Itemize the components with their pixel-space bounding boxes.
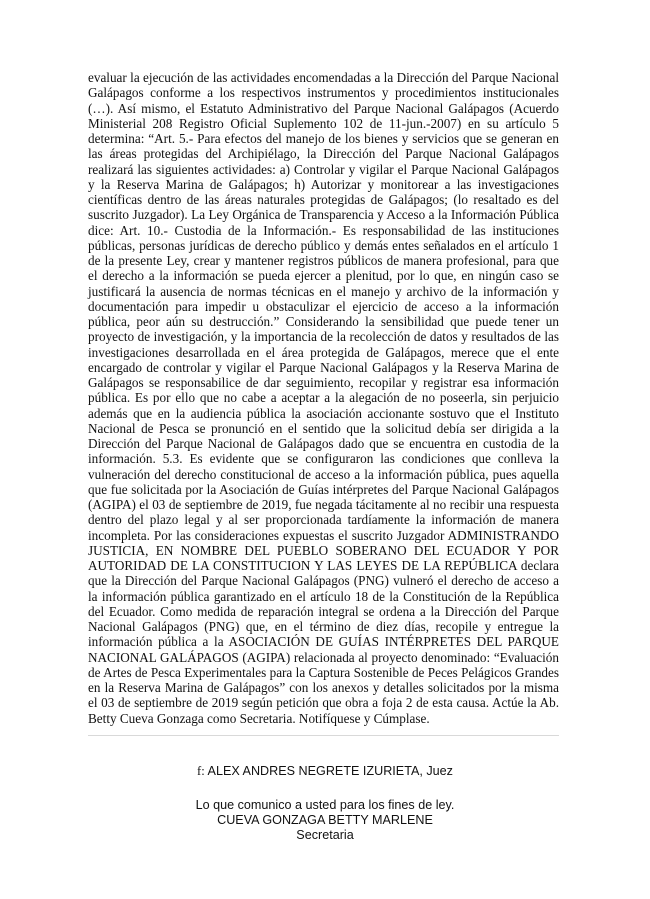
body-paragraph: evaluar la ejecución de las actividades encomendadas a la Dirección del Parque Nacional Galápagos conforme a los respectivos instrumentos y procedimientos institucionales (…). Así mismo, el Estatuto Administrativo del Parque Nacional Galápagos (Acuerdo Ministerial 208 Registro Oficial Suplemento 102 de 11-jun.-2007) en su artículo 5 determina: “Art. 5.- Para efectos del manejo de los bienes y servicios que se generan en las áreas protegidas del Archipiélago, la Dirección del Parque Nacional Galápagos realizará las siguientes actividades: a) Controlar y vigilar el Parque Nacional Galápagos y la Reserva Marina de Galápagos; h) Autorizar y monitorear a las investigaciones científicas dentro de las áreas naturales protegidas de Galápagos; (lo resaltado es del suscrito Juzgador). La Ley Orgánica de Transparencia y Acceso a la Información Pública dice: Art. 10.- Custodia de la Información.- Es responsabilidad de las instituciones públicas, personas jurídicas de derecho público y demás entes señalados en el artículo 1 de la presente Ley, crear y mantener registros públicos de manera profesional, para que el derecho a la información se pueda ejercer a plenitud, por lo que, en ningún caso se justificará la ausencia de normas técnicas en el manejo y archivo de la información y documentación para impedir u obstaculizar el ejercicio de acceso a la información pública, peor aún su destrucción.” Considerando la sensibilidad que puede tener un proyecto de investigación, y la importancia de la recolección de datos y resultados de las investigaciones desarrollada en el área protegida de Galápagos, merece que el ente encargado de controlar y vigilar el Parque Nacional Galápagos y la Reserva Marina de Galápagos se responsabilice de dar seguimiento, recopilar y registrar esa información pública. Es por ello que no cabe a aceptar a la alegación de no poseerla, sin perjuicio además que en la audiencia pública la asociación accionante sostuvo que el Instituto Nacional de Pesca se pronunció en el sentido que la solicitud debía ser dirigida a la Dirección del Parque Nacional de Galápagos dado que se encuentra en custodia de la información. 5.3. Es evidente que se configuraron las condiciones que conlleva la vulneración del derecho constitucional de acceso a la información pública, pues aquella que fue solicitada por la Asociación de Guías intérpretes del Parque Nacional Galápagos (AGIPA) el 03 de septiembre de 2019, fue negada tácitamente al no recibir una respuesta dentro del plazo legal y al ser proporcionada tardíamente la información de manera incompleta. Por las consideraciones expuestas el suscrito Juzgador ADMINISTRANDO JUSTICIA, EN NOMBRE DEL PUEBLO SOBERANO DEL ECUADOR Y POR AUTORIDAD DE LA CONSTITUCION Y LAS LEYES DE LA REPÚBLICA declara que la Dirección del Parque Nacional Galápagos (PNG) vulneró el derecho de acceso a la información pública garantizado en el artículo 18 de la Constitución de la República del Ecuador. Como medida de reparación integral se ordena a la Dirección del Parque Nacional Galápagos (PNG) que, en el término de diez días, recopile y entregue la información pública a la ASOCIACIÓN DE GUÍAS INTÉRPRETES DEL PARQUE NACIONAL GALÁPAGOS (AGIPA) relacionada al proyecto denominado: “Evaluación de Artes de Pesca Experimentales para la Captura Sostenible de Peces Pelágicos Grandes en la Reserva Marina de Galápagos” con los anexos y detalles solicitados por la misma el 03 de septiembre de 2019 según petición que obra a foja 2 de esta causa. Actúe la Ab. Betty Cueva Gonzaga como Secretaria. Notifíquese y Cúmplase. — [88, 70, 559, 726]
secretary-role: Secretaria — [296, 828, 354, 842]
document-body — [88, 70, 559, 726]
secretary-name: CUEVA GONZAGA BETTY MARLENE — [217, 813, 433, 827]
judge-signature-line — [0, 764, 650, 779]
communication-note: Lo que comunico a usted para los fines de ley. — [195, 798, 455, 812]
judge-name: ALEX ANDRES NEGRETE IZURIETA, Juez — [207, 764, 453, 778]
separator-line — [88, 735, 559, 736]
signature-prefix: f: — [197, 764, 205, 778]
